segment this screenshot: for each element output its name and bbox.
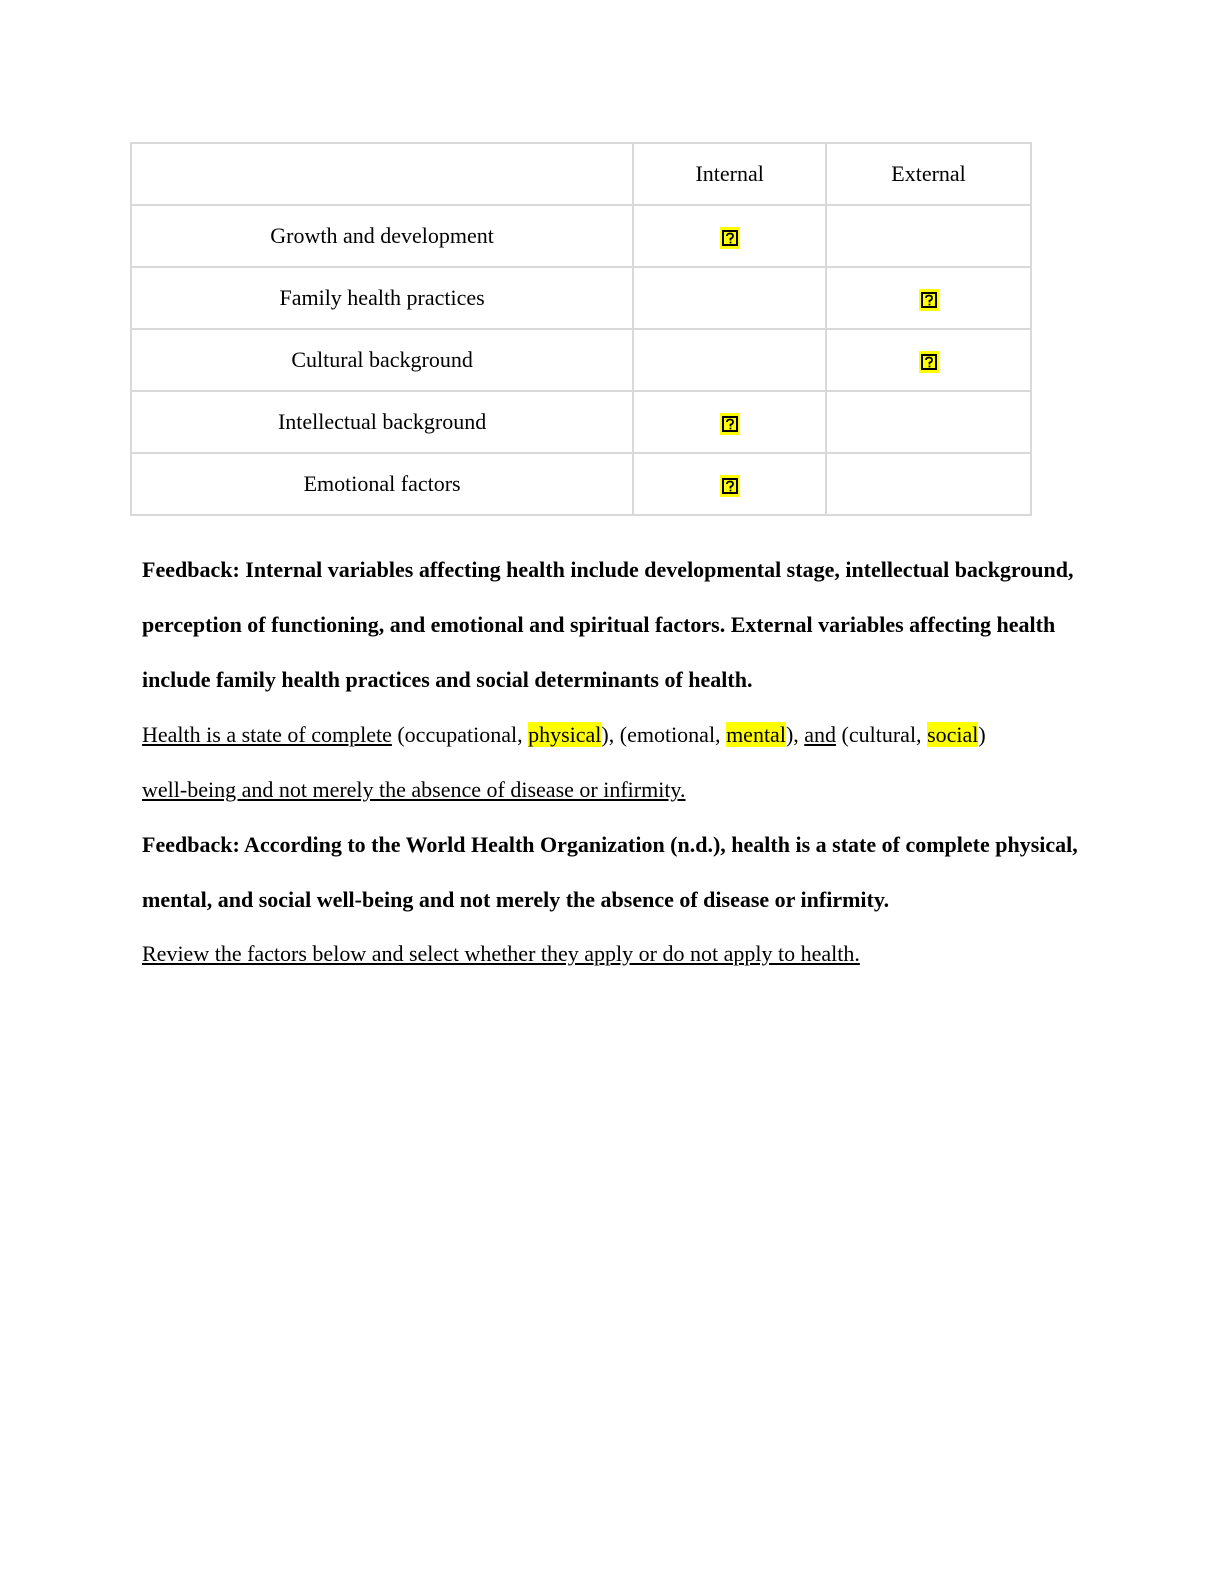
question-paragraph [142,707,1082,817]
instruction-text: Review the factors below and select whether they apply or do not apply to health. [142,941,860,966]
internal-cell[interactable] [633,329,826,391]
table-row [131,453,1031,515]
external-cell[interactable] [826,267,1031,329]
checkbox-checked-icon[interactable] [720,475,740,497]
checkbox-checked-icon[interactable] [919,289,939,311]
table-row [131,329,1031,391]
external-cell[interactable] [826,205,1031,267]
feedback-paragraph-1: Feedback: Internal variables affecting health include developmental stage, intellectual background, perception of functioning, and emotional and spiritual factors. External variables affecting health include family health practices and social determinants of health. [142,557,1074,692]
question-text-start: Health is a state of complete [142,722,392,747]
factor-table [130,142,1032,516]
factor-label: Family health practices [131,267,633,329]
internal-cell[interactable] [633,391,826,453]
option-physical[interactable]: physical [528,722,602,747]
question-text: ), [785,722,805,747]
factor-label: Emotional factors [131,453,633,515]
table-row [131,205,1031,267]
factor-label: Cultural background [131,329,633,391]
table-row [131,267,1031,329]
external-cell[interactable] [826,453,1031,515]
question-text: (occupational, [391,722,529,747]
question-text-end: well-being and not merely the absence of disease or infirmity. [142,777,686,802]
question-text: (cultural, [836,722,928,747]
internal-cell[interactable] [633,205,826,267]
header-internal: Internal [633,143,826,205]
header-empty [131,143,633,205]
internal-cell[interactable] [633,453,826,515]
table-header-row [131,143,1031,205]
factor-label: Intellectual background [131,391,633,453]
question-text-and: and [804,722,837,747]
checkbox-checked-icon[interactable] [720,413,740,435]
factor-label: Growth and development [131,205,633,267]
option-mental[interactable]: mental [726,722,786,747]
checkbox-checked-icon[interactable] [919,351,939,373]
option-social[interactable]: social [927,722,979,747]
checkbox-checked-icon[interactable] [720,227,740,249]
table-row [131,391,1031,453]
external-cell[interactable] [826,329,1031,391]
header-external: External [826,143,1031,205]
question-text: ) [978,722,986,747]
feedback-paragraph-2: Feedback: According to the World Health Organization (n.d.), health is a state of complete physical, mental, and social well-being and not merely the absence of disease or infirmity. [142,832,1078,912]
question-text: ), (emotional, [601,722,727,747]
external-cell[interactable] [826,391,1031,453]
internal-cell[interactable] [633,267,826,329]
